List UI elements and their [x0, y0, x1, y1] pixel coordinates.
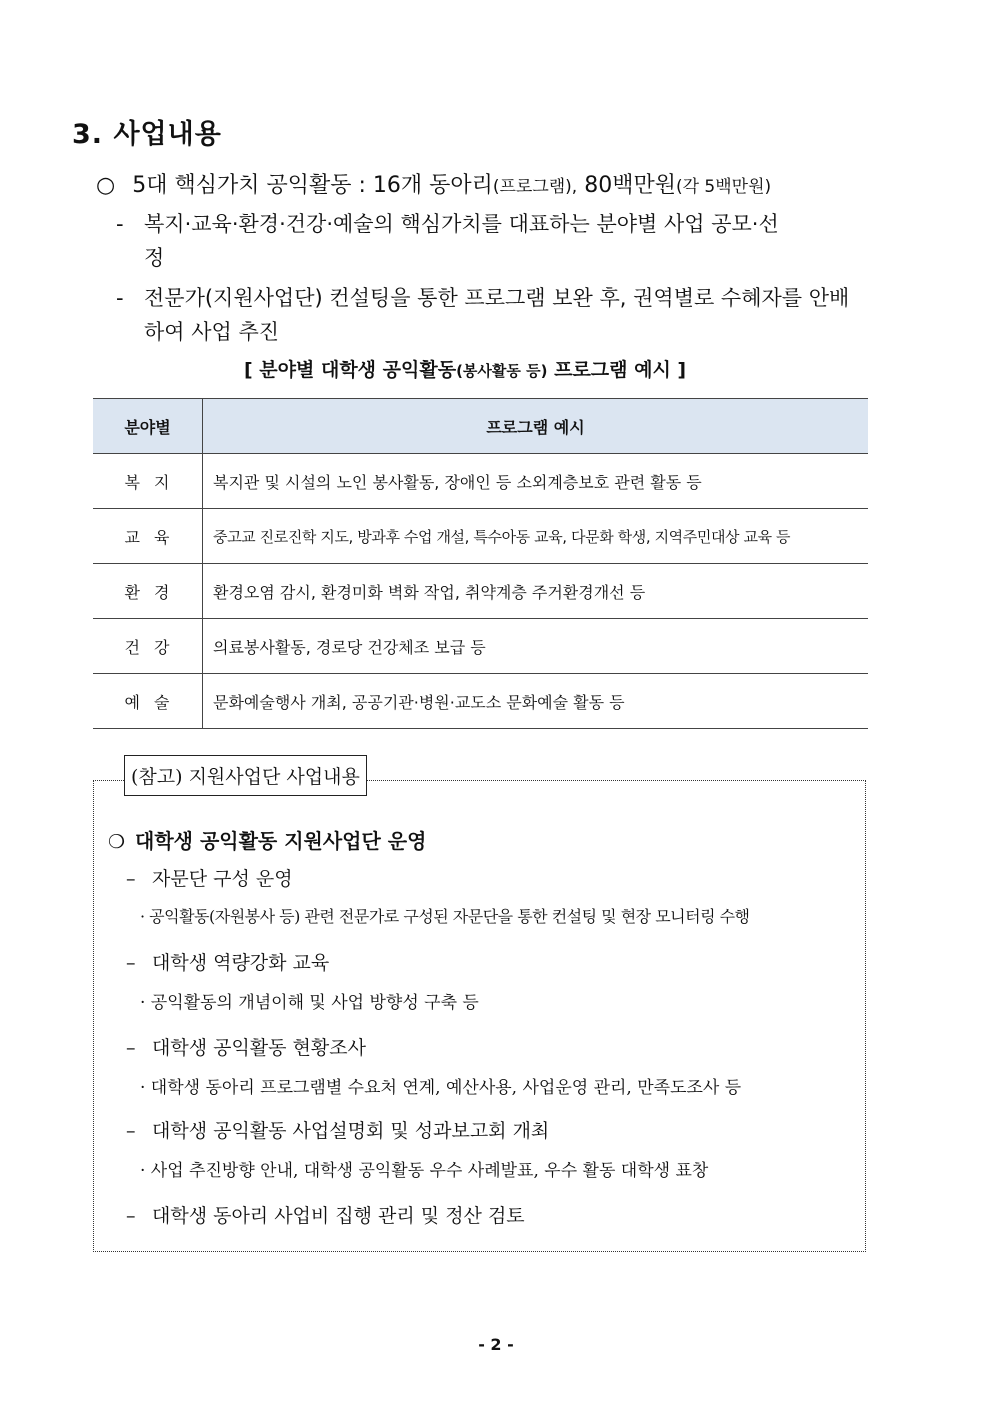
- reference-item-detail: · 공익활동(자원봉사 등) 관련 전문가로 구성된 자문단을 통한 컨설팅 및 현장 모니터링 수행: [140, 907, 750, 926]
- reference-item-label: 대학생 역량강화 교육: [152, 952, 330, 974]
- table-row: [93, 619, 868, 674]
- reference-item-detail: · 공익활동의 개념이해 및 사업 방향성 구축 등: [140, 993, 479, 1013]
- hollow-circle-bullet-icon: ❍: [108, 831, 126, 853]
- dash-marker: –: [126, 1120, 136, 1142]
- detail-continuation: 정: [144, 246, 165, 270]
- reference-item-label: 대학생 동아리 사업비 집행 관리 및 정산 검토: [152, 1205, 525, 1227]
- dash-marker: –: [126, 1205, 136, 1227]
- table-caption-end: 프로그램 예시 ]: [547, 359, 687, 381]
- reference-title: (참고) 지원사업단 사업내용: [124, 755, 367, 796]
- reference-item-detail: · 대학생 동아리 프로그램별 수요처 연계, 예산사용, 사업운영 관리, 만족도조사 등: [140, 1078, 742, 1098]
- cell-field: 건강: [93, 619, 203, 674]
- detail-text: 복지·교육·환경·건강·예술의 핵심가치를 대표하는 분야별 사업 공모·선: [144, 212, 779, 236]
- reference-item: [126, 948, 329, 975]
- reference-item-label: 대학생 공익활동 사업설명회 및 성과보고회 개최: [152, 1120, 550, 1142]
- table-row: [93, 509, 868, 564]
- page-number: - 2 -: [478, 1335, 514, 1354]
- dash-marker: -: [116, 286, 124, 310]
- header-field: 분야별: [93, 399, 203, 454]
- table-row: [93, 674, 868, 729]
- header-example: 프로그램 예시: [203, 399, 869, 454]
- reference-item: [126, 1033, 366, 1060]
- dash-marker: –: [126, 868, 136, 890]
- detail-text: 전문가(지원사업단) 컨설팅을 통한 프로그램 보완 후, 권역별로 수혜자를 안배: [144, 286, 850, 310]
- table-caption: [244, 355, 686, 382]
- detail-continuation: 하여 사업 추진: [144, 320, 280, 344]
- cell-example: 중고교 진로진학 지도, 방과후 수업 개설, 특수아동 교육, 다문화 학생, 지역주민대상 교육 등: [203, 509, 869, 564]
- cell-field: 복지: [93, 454, 203, 509]
- dash-marker: –: [126, 952, 136, 974]
- main-bullet: [96, 168, 771, 199]
- table-header-row: [93, 399, 868, 454]
- table-row: [93, 454, 868, 509]
- reference-item: [126, 1116, 549, 1143]
- cell-example: 의료봉사활동, 경로당 건강체조 보급 등: [203, 619, 869, 674]
- reference-item: [126, 1201, 525, 1228]
- dash-marker: –: [126, 1037, 136, 1059]
- reference-item-label: 대학생 공익활동 현황조사: [152, 1037, 366, 1059]
- reference-item-label: 자문단 구성 운영: [152, 868, 293, 890]
- circle-bullet-icon: ○: [96, 173, 116, 198]
- cell-field: 교육: [93, 509, 203, 564]
- section-number: 3.: [72, 119, 104, 150]
- detail-line: [116, 208, 779, 238]
- reference-item-detail: · 사업 추진방향 안내, 대학생 공익활동 우수 사례발표, 우수 활동 대학생 표창: [140, 1161, 709, 1181]
- detail-line: [116, 282, 849, 312]
- cell-example: 환경오염 감시, 환경미화 벽화 작업, 취약계층 주거환경개선 등: [203, 564, 869, 619]
- bullet-main-text: 5대 핵심가치 공익활동 : 16개 동아리: [132, 173, 493, 198]
- table-caption-small: (봉사활동 등): [456, 362, 548, 380]
- section-title: [72, 112, 222, 151]
- program-table: [93, 398, 868, 729]
- bullet-paren-program: (프로그램),: [492, 177, 578, 197]
- table-caption-main: [ 분야별 대학생 공익활동: [244, 359, 457, 381]
- dash-marker: -: [116, 212, 124, 236]
- reference-heading-text: 대학생 공익활동 지원사업단 운영: [135, 829, 427, 853]
- cell-field: 환경: [93, 564, 203, 619]
- table-row: [93, 564, 868, 619]
- reference-heading: [108, 825, 426, 854]
- cell-field: 예술: [93, 674, 203, 729]
- section-title-text: 사업내용: [113, 119, 222, 150]
- reference-item: [126, 864, 293, 891]
- cell-example: 복지관 및 시설의 노인 봉사활동, 장애인 등 소외계층보호 관련 활동 등: [203, 454, 869, 509]
- bullet-paren-each: (각 5백만원): [675, 177, 772, 197]
- bullet-budget: 80백만원: [577, 173, 676, 198]
- cell-example: 문화예술행사 개최, 공공기관·병원·교도소 문화예술 활동 등: [203, 674, 869, 729]
